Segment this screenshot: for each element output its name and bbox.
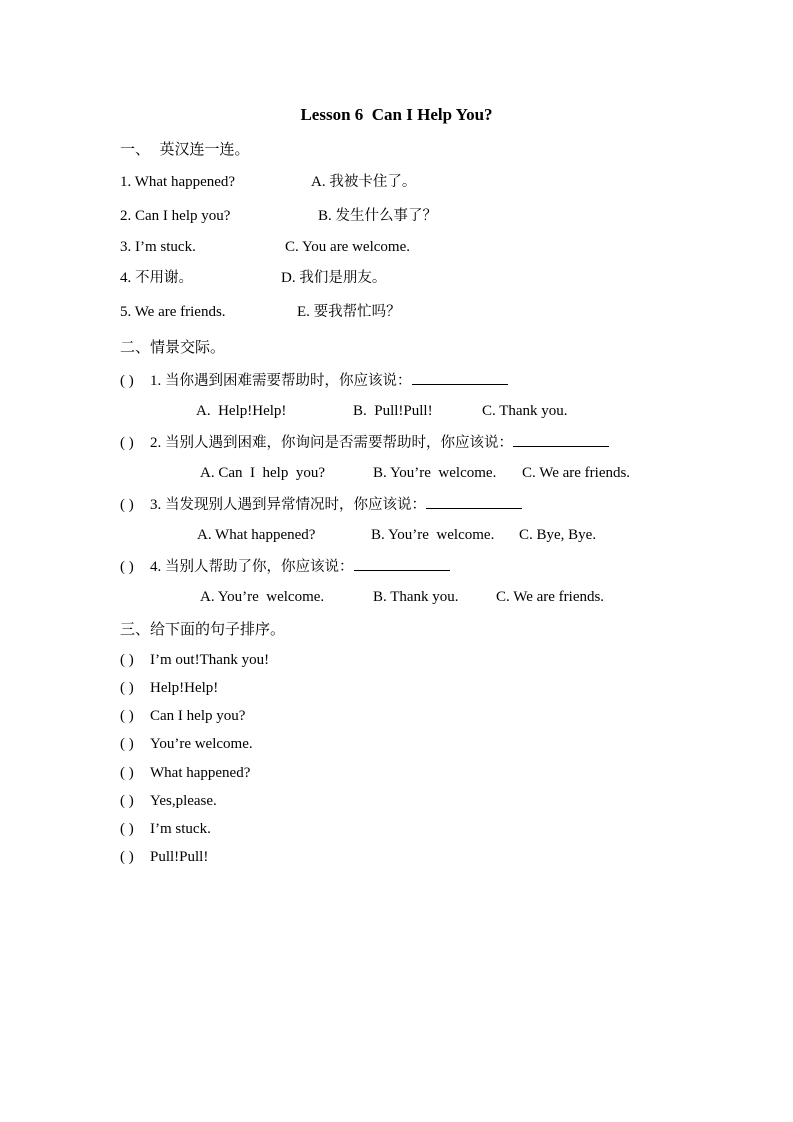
section3-heading: 三、给下面的句子排序。	[120, 620, 286, 638]
order-item: ( ) Pull!Pull!	[120, 849, 209, 865]
order-bracket[interactable]: ( )	[120, 652, 134, 668]
q1-option-b: B. Pull!Pull!	[353, 403, 433, 419]
order-bracket[interactable]: ( )	[120, 821, 134, 837]
order-bracket[interactable]: ( )	[120, 849, 134, 865]
answer-bracket[interactable]: ( )	[120, 559, 134, 575]
order-item: ( ) I’m stuck.	[120, 821, 211, 837]
section1-heading: 一、 英汉连一连。	[120, 140, 250, 158]
question-3: ( ) 3. 当发现别人遇到异常情况时，你应该说：	[120, 494, 522, 515]
match-right-1: A. 我被卡住了。	[311, 174, 417, 190]
question-4: ( ) 4. 当别人帮助了你，你应该说：	[120, 556, 450, 577]
answer-bracket[interactable]: ( )	[120, 435, 134, 451]
answer-blank[interactable]	[426, 494, 522, 509]
page-title: Lesson 6 Can I Help You?	[300, 105, 493, 124]
q1-option-c: C. Thank you.	[482, 403, 568, 419]
question-1: ( ) 1. 当你遇到困难需要帮助时，你应该说：	[120, 370, 508, 391]
q4-option-a: A. You’re welcome.	[200, 589, 325, 605]
order-bracket[interactable]: ( )	[120, 708, 134, 724]
order-bracket[interactable]: ( )	[120, 793, 134, 809]
match-right-2: B. 发生什么事了？	[318, 208, 438, 224]
order-item: ( ) Help!Help!	[120, 680, 219, 696]
match-left-5: 5. We are friends.	[120, 304, 226, 320]
answer-blank[interactable]	[513, 432, 609, 447]
q1-option-a: A. Help!Help!	[196, 403, 287, 419]
q3-option-b: B. You’re welcome.	[371, 527, 495, 543]
section2-heading: 二、情景交际。	[120, 338, 226, 356]
match-right-3: C. You are welcome.	[285, 239, 410, 255]
order-bracket[interactable]: ( )	[120, 680, 134, 696]
q4-option-b: B. Thank you.	[373, 589, 459, 605]
q2-option-c: C. We are friends.	[522, 465, 631, 481]
order-bracket[interactable]: ( )	[120, 736, 134, 752]
match-left-4: 4. 不用谢。	[120, 270, 193, 286]
match-right-4: D. 我们是朋友。	[281, 270, 387, 286]
answer-blank[interactable]	[412, 370, 508, 385]
question-2: ( ) 2. 当别人遇到困难，你询问是否需要帮助时，你应该说：	[120, 432, 609, 453]
match-left-2: 2. Can I help you?	[120, 208, 231, 224]
match-left-3: 3. I’m stuck.	[120, 239, 196, 255]
order-item: ( ) Yes,please.	[120, 793, 217, 809]
q3-option-c: C. Bye, Bye.	[519, 527, 597, 543]
order-item: ( ) You’re welcome.	[120, 736, 253, 752]
q2-option-b: B. You’re welcome.	[373, 465, 497, 481]
order-item: ( ) Can I help you?	[120, 708, 246, 724]
q3-option-a: A. What happened?	[197, 527, 316, 543]
order-bracket[interactable]: ( )	[120, 765, 134, 781]
order-item: ( ) What happened?	[120, 765, 251, 781]
answer-bracket[interactable]: ( )	[120, 497, 134, 513]
answer-bracket[interactable]: ( )	[120, 373, 134, 389]
q2-option-a: A. Can I help you?	[200, 465, 325, 481]
match-left-1: 1. What happened?	[120, 174, 236, 190]
answer-blank[interactable]	[354, 556, 450, 571]
match-right-5: E. 要我帮忙吗？	[297, 304, 401, 320]
q4-option-c: C. We are friends.	[496, 589, 605, 605]
order-item: ( ) I’m out!Thank you!	[120, 652, 270, 668]
